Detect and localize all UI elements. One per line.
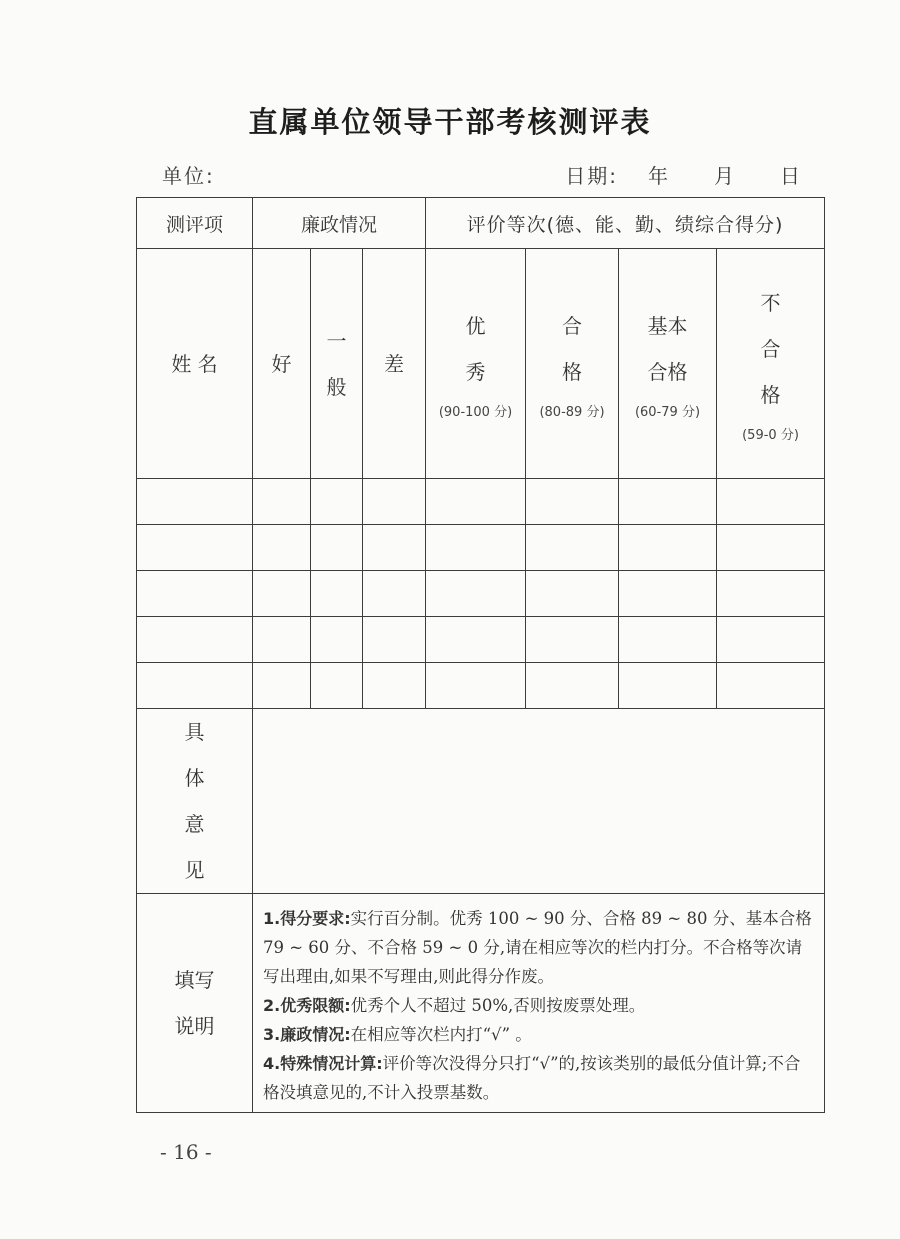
fail-range: (59-0 分) — [742, 427, 799, 443]
col-fail: 不 合 格 (59-0 分) — [717, 249, 825, 479]
excellent-cell[interactable] — [426, 663, 526, 709]
basic-pass-cell[interactable] — [619, 617, 717, 663]
date-line — [565, 160, 800, 189]
col-excellent: 优 秀 (90-100 分) — [426, 249, 526, 479]
table-row — [137, 525, 825, 571]
average-cell[interactable] — [311, 525, 363, 571]
pass-cell[interactable] — [526, 617, 619, 663]
poor-cell[interactable] — [363, 571, 426, 617]
good-cell[interactable] — [253, 617, 311, 663]
col-name: 姓 名 — [137, 249, 253, 479]
poor-cell[interactable] — [363, 617, 426, 663]
month-label: 月 — [714, 164, 734, 188]
notes-label: 填写 说明 — [137, 894, 253, 1113]
header-grade: 评价等次(德、能、勤、绩综合得分) — [426, 198, 825, 249]
poor-cell[interactable] — [363, 479, 426, 525]
fail-cell[interactable] — [717, 571, 825, 617]
note-item: 3.廉政情况:在相应等次栏内打“√” 。 — [263, 1025, 532, 1044]
pass-cell[interactable] — [526, 663, 619, 709]
note-item: 1.得分要求:实行百分制。优秀 100 ~ 90 分、合格 89 ~ 80 分、基本合格 79 ~ 60 分、不合格 59 ~ 0 分,请在相应等次的栏内打分。不合格等次请写出理由,如果不写理由,则此得分作废。 — [263, 909, 812, 986]
day-label: 日 — [780, 164, 800, 188]
header-integrity: 廉政情况 — [253, 198, 426, 249]
pass-cell[interactable] — [526, 479, 619, 525]
fail-cell[interactable] — [717, 479, 825, 525]
table-row — [137, 617, 825, 663]
fail-cell[interactable] — [717, 525, 825, 571]
excellent-range: (90-100 分) — [438, 404, 513, 420]
col-poor: 差 — [363, 249, 426, 479]
basic-pass-cell[interactable] — [619, 663, 717, 709]
col-average: 一 般 — [311, 249, 363, 479]
opinion-field[interactable] — [253, 709, 825, 894]
average-cell[interactable] — [311, 617, 363, 663]
average-cell[interactable] — [311, 663, 363, 709]
note-item: 2.优秀限额:优秀个人不超过 50%,否则按废票处理。 — [263, 996, 646, 1015]
pass-range: (80-89 分) — [539, 404, 605, 420]
name-cell[interactable] — [137, 525, 253, 571]
table-row — [137, 571, 825, 617]
pass-cell[interactable] — [526, 571, 619, 617]
date-label: 日期: — [565, 164, 618, 188]
unit-label: 单位: — [162, 164, 215, 188]
col-pass: 合 格 (80-89 分) — [526, 249, 619, 479]
good-cell[interactable] — [253, 571, 311, 617]
form-title: 直属单位领导干部考核测评表 — [248, 105, 652, 139]
excellent-cell[interactable] — [426, 571, 526, 617]
notes-content — [253, 894, 825, 1113]
poor-cell[interactable] — [363, 525, 426, 571]
basic-pass-cell[interactable] — [619, 525, 717, 571]
page-number: - 16 - — [160, 1140, 212, 1164]
basic-pass-range: (60-79 分) — [634, 404, 701, 420]
name-cell[interactable] — [137, 479, 253, 525]
evaluation-table — [136, 197, 825, 1113]
opinion-label: 具 体 意 见 — [137, 709, 253, 894]
basic-pass-cell[interactable] — [619, 571, 717, 617]
note-item: 4.特殊情况计算:评价等次没得分只打“√”的,按该类别的最低分值计算;不合格没填意见的,不计入投票基数。 — [263, 1054, 801, 1102]
table-row — [137, 663, 825, 709]
header-item: 测评项 — [137, 198, 253, 249]
name-cell[interactable] — [137, 663, 253, 709]
good-cell[interactable] — [253, 663, 311, 709]
name-cell[interactable] — [137, 617, 253, 663]
fail-cell[interactable] — [717, 617, 825, 663]
excellent-cell[interactable] — [426, 617, 526, 663]
table-row — [137, 479, 825, 525]
excellent-cell[interactable] — [426, 525, 526, 571]
col-good: 好 — [253, 249, 311, 479]
pass-cell[interactable] — [526, 525, 619, 571]
average-cell[interactable] — [311, 479, 363, 525]
col-basic-pass: 基本 合格 (60-79 分) — [619, 249, 717, 479]
good-cell[interactable] — [253, 479, 311, 525]
year-label: 年 — [648, 164, 668, 188]
good-cell[interactable] — [253, 525, 311, 571]
poor-cell[interactable] — [363, 663, 426, 709]
fail-cell[interactable] — [717, 663, 825, 709]
excellent-cell[interactable] — [426, 479, 526, 525]
name-cell[interactable] — [137, 571, 253, 617]
average-cell[interactable] — [311, 571, 363, 617]
basic-pass-cell[interactable] — [619, 479, 717, 525]
